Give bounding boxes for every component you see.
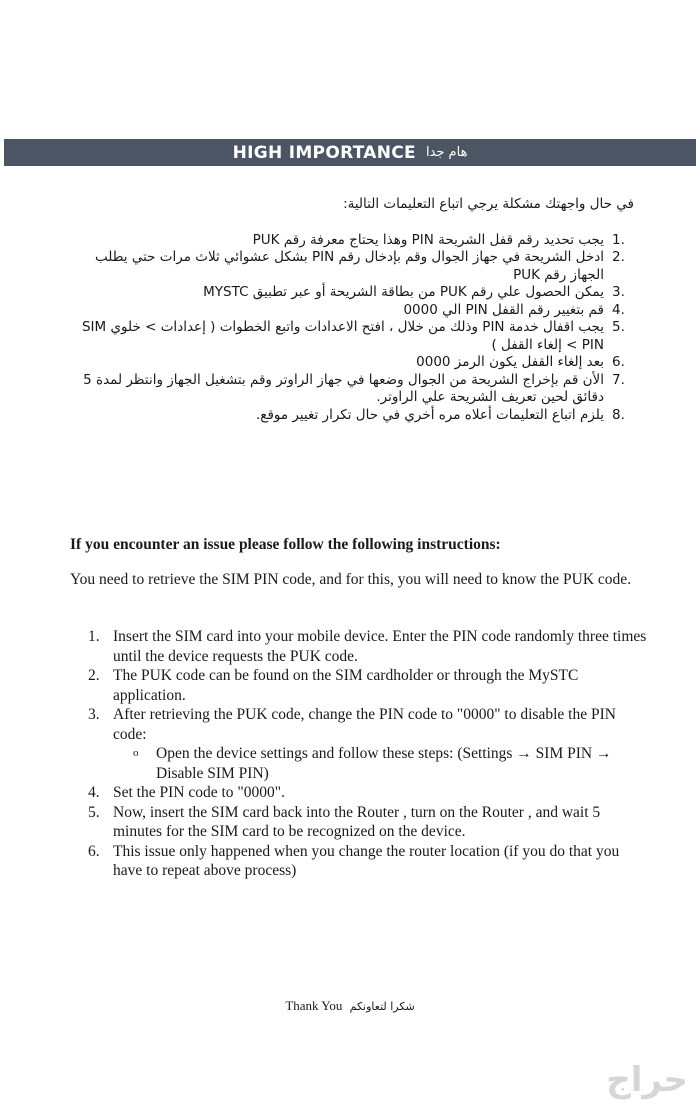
list-item bbox=[88, 842, 648, 881]
item-number: 3. bbox=[88, 706, 100, 723]
banner-title-ar: هام جدا bbox=[425, 145, 468, 160]
list-item bbox=[88, 705, 648, 783]
list-item bbox=[88, 803, 648, 842]
list-item bbox=[59, 407, 634, 425]
list-item bbox=[59, 319, 634, 354]
list-item bbox=[59, 372, 634, 407]
item-number: 1. bbox=[88, 628, 100, 645]
item-text: بعد إلغاء القفل يكون الرمز 0000 bbox=[416, 354, 604, 370]
list-item bbox=[88, 783, 648, 803]
item-number: 5. bbox=[612, 319, 625, 335]
list-item bbox=[88, 666, 648, 705]
list-item bbox=[59, 232, 634, 250]
item-text: يمكن الحصول علي رقم PUK من بطاقة الشريحة أو عبر تطبيق MYSTC bbox=[203, 284, 604, 300]
thanks-footer bbox=[0, 998, 700, 1014]
item-number: 4. bbox=[612, 301, 625, 318]
english-list bbox=[88, 627, 648, 881]
arabic-list bbox=[59, 232, 634, 425]
item-text: ادخل الشريحة في جهاز الجوال وقم بإدخال رقم PIN بشكل عشوائي ثلاث مرات حتي يطلب الجهاز رقم PUK bbox=[95, 249, 604, 283]
item-text: Now, insert the SIM card back into the Router , turn on the Router , and wait 5 minutes for the SIM card to be recognized on the device. bbox=[113, 803, 601, 840]
banner-title-en: HIGH IMPORTANCE bbox=[232, 142, 416, 163]
item-text: After retrieving the PUK code, change the PIN code to "0000" to disable the PIN code: bbox=[113, 706, 616, 743]
item-text: Set the PIN code to "0000". bbox=[113, 784, 285, 801]
thanks-ar: شكرا لتعاونكم bbox=[349, 1000, 415, 1013]
list-item bbox=[59, 249, 634, 284]
sub-item-text: Open the device settings and follow these steps: (Settings → SIM PIN → Disable SIM PIN) bbox=[156, 745, 612, 782]
item-text: قم بتغيير رقم القفل PIN الي 0000 bbox=[403, 301, 604, 318]
item-number: 3. bbox=[612, 284, 625, 300]
english-intro: You need to retrieve the SIM PIN code, and for this, you will need to know the PUK code. bbox=[70, 571, 632, 588]
item-text: This issue only happened when you change the router location (if you do that you have to repeat above process) bbox=[113, 842, 620, 879]
item-text: The PUK code can be found on the SIM cardholder or through the MySTC application. bbox=[113, 667, 579, 704]
item-text: يلزم اتباع التعليمات أعلاه مره أخري في حال تكرار تغيير موقع. bbox=[255, 406, 604, 423]
item-number: 6. bbox=[612, 354, 625, 370]
item-number: 2. bbox=[612, 249, 625, 265]
bullet-icon: o bbox=[133, 747, 139, 759]
item-number: 2. bbox=[88, 667, 100, 684]
sub-list-item bbox=[113, 744, 648, 783]
thanks-en: Thank You bbox=[285, 998, 343, 1013]
watermark-logo: حراج bbox=[606, 1060, 688, 1100]
arabic-intro: في حال واجهتك مشكلة يرجي اتباع التعليمات التالية: bbox=[343, 196, 634, 212]
item-number: 7. bbox=[612, 371, 625, 388]
list-item bbox=[59, 284, 634, 302]
list-item bbox=[59, 354, 634, 372]
item-text: يجب تحديد رقم قفل الشريحة PIN وهذا يحتاج معرفة رقم PUK bbox=[252, 231, 604, 248]
item-number: 5. bbox=[88, 803, 100, 821]
item-number: 8. bbox=[612, 406, 625, 423]
item-number: 4. bbox=[88, 784, 100, 801]
item-number: 6. bbox=[88, 842, 100, 860]
english-title: If you encounter an issue please follow the following instructions: bbox=[70, 536, 501, 553]
item-number: 1. bbox=[612, 231, 625, 248]
high-importance-banner bbox=[4, 139, 696, 166]
list-item bbox=[59, 302, 634, 320]
list-item bbox=[88, 627, 648, 666]
arabic-instructions bbox=[59, 196, 634, 424]
item-text: Insert the SIM card into your mobile device. Enter the PIN code randomly three times until the device requests the PUK code. bbox=[113, 628, 647, 665]
item-text: الأن قم بإخراج الشريحة من الجوال وضعها في جهاز الراوتر وقم بتشغيل الجهاز وانتظر لمدة 5 دقائق لحين تعريف الشريحة علي الراوتر. bbox=[83, 371, 604, 405]
item-text: يجب اقفال خدمة PIN وذلك من خلال ، افتح الاعدادات واتبع الخطوات ( إعدادات > خلوي SIM PIN > إلغاء القفل ) bbox=[81, 319, 604, 353]
sub-list bbox=[113, 744, 648, 783]
